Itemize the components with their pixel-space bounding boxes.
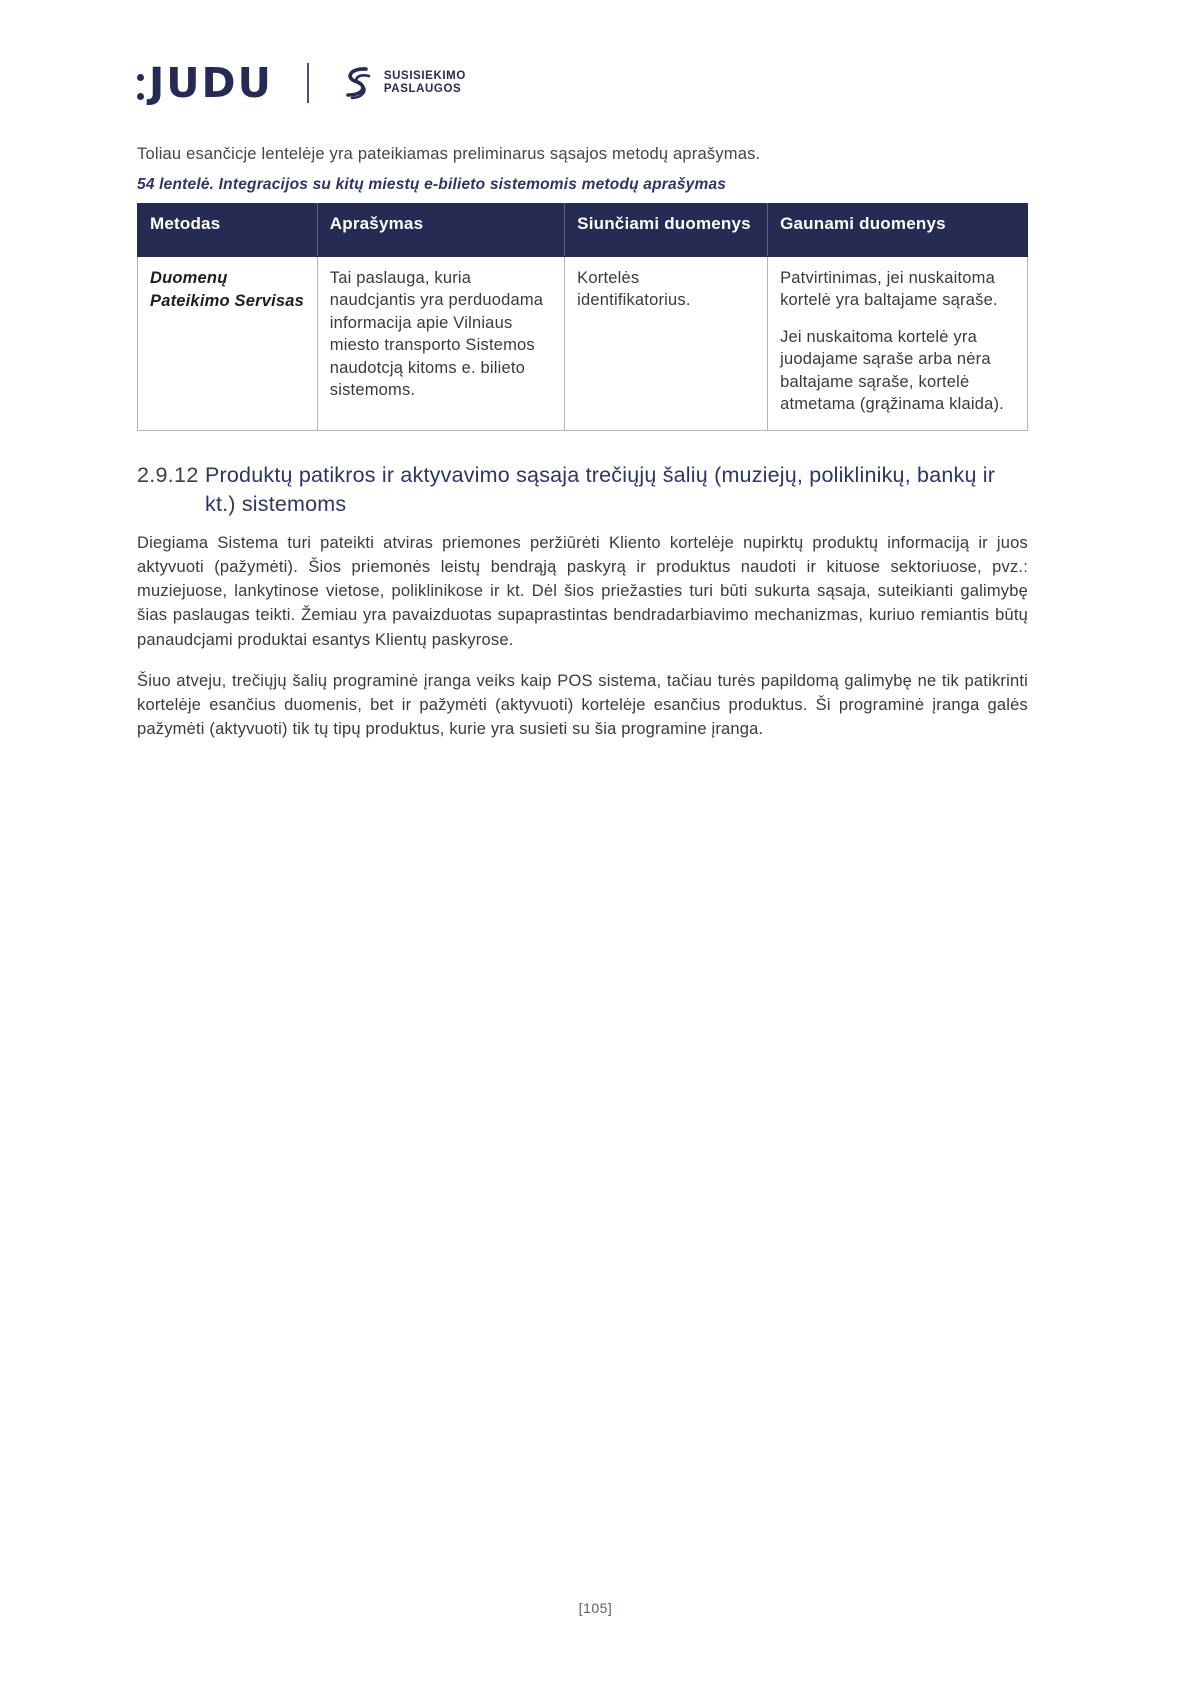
table-header-row (138, 204, 1028, 257)
gaunami-paragraph-2: Jei nuskaitoma kortelė yra juodajame sąraše arba nėra baltajame sąraše, kortelė atmetama (grąžinama klaida). (780, 327, 1004, 414)
susisiekimo-paslaugos-text (384, 70, 466, 95)
cell-gaunami (768, 257, 1028, 431)
judu-dots-icon (137, 74, 144, 100)
sp-text-line1: SUSISIEKIMO (383, 70, 466, 83)
header-cell-siunciami: Siunčiami duomenys (565, 204, 768, 257)
method-name: Duomenų Pateikimo Servisas (150, 269, 305, 311)
body-paragraph-2: Šiuo atveju, trečiųjų šalių programinė įranga veiks kaip POS sistema, tačiau turės papildomą galimybę ne tik patikrinti kortelėje esančius duomenis, bet ir pažymėti (aktyvuoti) kortelėje esančius produktus. Ši programinė įranga galės pažymėti (aktyvuoti) tik tų tipų produktus, kurie yra susieti su šia programine įranga. (137, 671, 1028, 739)
methods-table (137, 203, 1028, 431)
section-heading (137, 461, 1028, 519)
cell-aprasymas: Tai paslauga, kuria naudcjantis yra perduodama informacija apie Vilniaus miesto transporto Sistemos naudotcją kitoms e. bilieto sistemoms. (317, 257, 564, 431)
header-logo-row (137, 57, 1028, 109)
header-cell-aprasymas: Aprašymas (317, 204, 564, 257)
header-cell-gaunami: Gaunami duomenys (768, 204, 1028, 257)
intro-paragraph: Toliau esančicje lentelėje yra pateikiamas preliminarus sąsajos metodų aprašymas. (137, 145, 761, 163)
cell-metodas (138, 257, 318, 431)
susisiekimo-paslaugos-logo (335, 63, 466, 103)
table-caption: 54 lentelė. Integracijos su kitų miestų e-bilieto sistemomis metodų aprašymas (137, 176, 727, 193)
section-title: Produktų patikros ir aktyvavimo sąsaja trečiųjų šalių (muziejų, poliklinikų, bankų ir kt.) sistemoms (205, 462, 996, 516)
sp-text-line2: PASLAUGOS (383, 83, 462, 95)
section-number: 2.9.12 (137, 462, 199, 487)
judu-logo (137, 58, 273, 107)
page-number: [105] (578, 1600, 613, 1616)
logo-divider (307, 63, 309, 103)
judu-wordmark: JUDU (149, 58, 273, 107)
gaunami-paragraph-1: Patvirtinimas, jei nuskaitoma kortelė yra baltajame sąraše. (780, 269, 998, 310)
page-content (137, 57, 1028, 742)
cell-siunciami: Kortelės identifikatorius. (565, 257, 768, 431)
header-cell-metodas: Metodas (138, 204, 318, 257)
susisiekimo-s-icon (335, 63, 375, 103)
table-row (138, 257, 1028, 431)
body-paragraph-1: Diegiama Sistema turi pateikti atviras priemones peržiūrėti Kliento kortelėje nupirktų produktų informaciją ir juos aktyvuoti (pažymėti). Šios priemonės leistų bendrąją paskyrą ir produktus naudoti ir kituose sektoriuose, pvz.: muziejuose, lankytinose vietose, poliklinikose ir kt. Dėl šios priežasties turi būti sukurta sąsaja, suteikianti galimybę šias paslaugas teikti. Žemiau yra pavaizduotas supaprastintas bendradarbiavimo mechanizmas, kuriuo remiantis būtų panaudcjami produktai esantys Klientų paskyrose. (137, 533, 1028, 649)
